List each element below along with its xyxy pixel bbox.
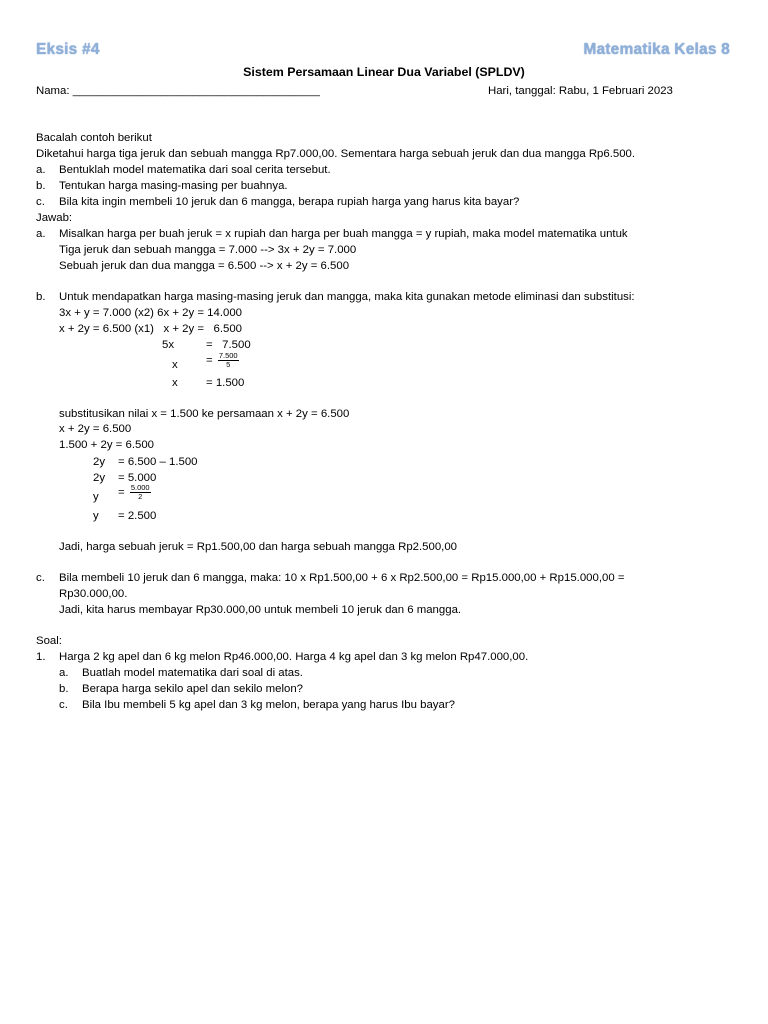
equation-lhs: 5x (162, 339, 175, 351)
page-title: Sistem Persamaan Linear Dua Variabel (SPLDV) (243, 65, 525, 79)
equals-sign: = (118, 486, 125, 499)
subject-label: Matematika Kelas 8 (583, 41, 730, 58)
example-heading: Bacalah contoh berikut (36, 132, 152, 144)
equation-lhs: 2y (93, 456, 106, 468)
substitution-line: substitusikan nilai x = 1.500 ke persamaan x + 2y = 6.500 (59, 408, 350, 420)
question-item-marker: b. (59, 683, 69, 695)
substitution-line: 1.500 + 2y = 6.500 (59, 439, 155, 451)
equation-rhs: = 5.000 (118, 472, 157, 484)
question-item-text: Berapa harga sekilo apel dan sekilo melon? (82, 683, 303, 695)
equation-lhs: 2y (93, 472, 106, 484)
answer-a-marker: a. (36, 228, 46, 240)
question-marker: 1. (36, 651, 46, 663)
answer-b-marker: b. (36, 291, 46, 303)
fraction (130, 484, 151, 501)
equation-rhs (118, 484, 151, 501)
equation-rhs: = 7.500 (206, 339, 251, 351)
substitution-line: x + 2y = 6.500 (59, 423, 132, 435)
fraction-denominator: 2 (138, 492, 143, 501)
question-text: Harga 2 kg apel dan 6 kg melon Rp46.000,00. Harga 4 kg apel dan 3 kg melon Rp47.000,00. (59, 651, 529, 663)
question-item-text: Bila Ibu membeli 5 kg apel dan 3 kg melon, berapa yang harus Ibu bayar? (82, 699, 455, 711)
answer-label: Jawab: (36, 212, 73, 224)
exercise-heading: Soal: (36, 635, 62, 647)
equation-lhs: y (93, 510, 99, 522)
worksheet-label: Eksis #4 (36, 41, 100, 58)
equation-lhs: x (172, 377, 178, 389)
equation-rhs (206, 352, 239, 369)
name-field-label: Nama: _______________________________________ (36, 85, 320, 97)
question-item-marker: c. (59, 699, 68, 711)
equation-rhs: = 1.500 (206, 377, 245, 389)
task-marker: c. (36, 196, 45, 208)
answer-b-conclusion: Jadi, harga sebuah jeruk = Rp1.500,00 dan harga sebuah mangga Rp2.500,00 (59, 541, 458, 553)
answer-a-line: Tiga jeruk dan sebuah mangga = 7.000 --> 3x + 2y = 7.000 (59, 244, 357, 256)
fraction-numerator: 7.500 (218, 351, 238, 360)
equation-rhs: = 6.500 – 1.500 (118, 456, 198, 468)
task-marker: b. (36, 180, 46, 192)
answer-a-line: Misalkan harga per buah jeruk = x rupiah dan harga per buah mangga = y rupiah, maka model matematika untuk (59, 228, 628, 240)
fraction (218, 352, 239, 369)
question-item-marker: a. (59, 667, 69, 679)
question-item-text: Buatlah model matematika dari soal di atas. (82, 667, 303, 679)
fraction-denominator: 5 (226, 360, 231, 369)
answer-a-line: Sebuah jeruk dan dua mangga = 6.500 --> x + 2y = 6.500 (59, 260, 350, 272)
task-text: Bentuklah model matematika dari soal cerita tersebut. (59, 164, 331, 176)
example-problem: Diketahui harga tiga jeruk dan sebuah mangga Rp7.000,00. Sementara harga sebuah jeruk dan dua mangga Rp6.500. (36, 148, 636, 160)
task-marker: a. (36, 164, 46, 176)
equals-sign: = (206, 354, 213, 367)
equation-lhs: x (172, 359, 178, 371)
answer-c-line: Jadi, kita harus membayar Rp30.000,00 untuk membeli 10 jeruk dan 6 mangga. (59, 604, 462, 616)
answer-c-marker: c. (36, 572, 45, 584)
fraction-numerator: 5.000 (130, 483, 150, 492)
task-text: Bila kita ingin membeli 10 jeruk dan 6 mangga, berapa rupiah harga yang harus kita bayar? (59, 196, 520, 208)
date-label: Hari, tanggal: Rabu, 1 Februari 2023 (488, 85, 673, 97)
equation-rhs: = 2.500 (118, 510, 157, 522)
equation-lhs: y (93, 491, 99, 503)
elimination-line: x + 2y = 6.500 (x1) x + 2y = 6.500 (59, 323, 242, 335)
elimination-line: 3x + y = 7.000 (x2) 6x + 2y = 14.000 (59, 307, 243, 319)
task-text: Tentukan harga masing-masing per buahnya. (59, 180, 288, 192)
answer-c-line: Rp30.000,00. (59, 588, 128, 600)
answer-c-line: Bila membeli 10 jeruk dan 6 mangga, maka: 10 x Rp1.500,00 + 6 x Rp2.500,00 = Rp15.000,00 + Rp15.000,00 = (59, 572, 625, 584)
answer-b-intro: Untuk mendapatkan harga masing-masing jeruk dan mangga, maka kita gunakan metode eliminasi dan substitusi: (59, 291, 635, 303)
